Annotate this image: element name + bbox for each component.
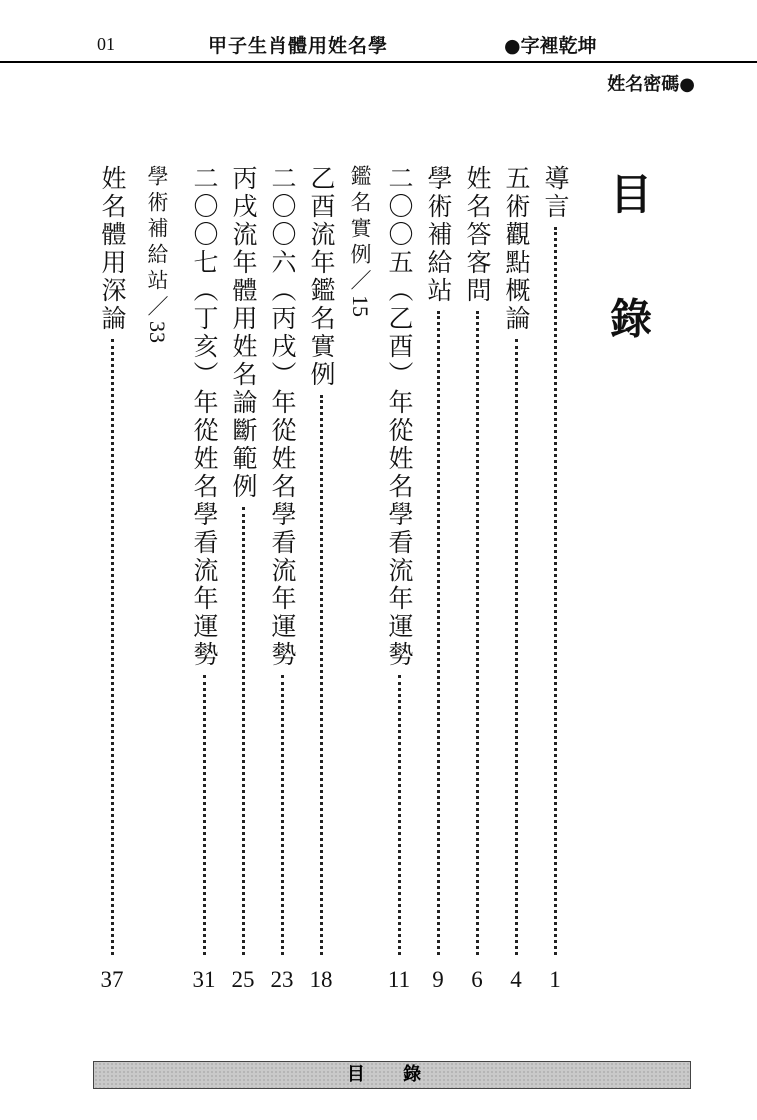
- toc-entry-subtopic-supply[interactable]: [140, 165, 174, 995]
- toc-entry-page: 25: [231, 967, 255, 992]
- toc-entry-title: [140, 165, 174, 343]
- toc-entry-title: 丙戌流年體用姓名論斷範例: [229, 165, 258, 501]
- footer-bar: [93, 1061, 691, 1089]
- toc-dot-leader: [281, 675, 284, 955]
- toc-entry-2006[interactable]: [265, 165, 299, 995]
- toc-entry-title: 學術補給站: [424, 165, 453, 305]
- toc-entry-2007[interactable]: [187, 165, 221, 995]
- toc-entry-deep-theory[interactable]: [95, 165, 129, 995]
- toc-entry-title: 五術觀點概論: [502, 165, 531, 333]
- toc-entry-title: 二〇〇六（丙戌）年從姓名學看流年運勢: [268, 165, 297, 669]
- toc-entry-page: 18: [309, 967, 333, 992]
- toc-entry-page: 1: [549, 967, 561, 992]
- toc-dot-leader: [437, 311, 440, 955]
- toc-dot-leader: [111, 339, 114, 955]
- toc-entry-subtopic-examples[interactable]: [343, 165, 377, 995]
- toc-entry-bingxu[interactable]: [226, 165, 260, 995]
- toc-entry-page: 6: [471, 967, 483, 992]
- toc-entry-title: 二〇〇五（乙酉）年從姓名學看流年運勢: [385, 165, 414, 669]
- toc-entry-page: 4: [510, 967, 522, 992]
- toc-entry-inline-page: 33: [145, 321, 170, 343]
- toc-entry-title: 導言: [541, 165, 570, 221]
- toc-dot-leader: [242, 507, 245, 955]
- toc-entry-title: 二〇〇七（丁亥）年從姓名學看流年運勢: [190, 165, 219, 669]
- toc-dot-leader: [398, 675, 401, 955]
- toc-entry-supply-1[interactable]: [421, 165, 455, 995]
- toc-title: 目 錄: [604, 172, 653, 373]
- toc-dot-leader: [320, 395, 323, 955]
- toc-dot-leader: [203, 675, 206, 955]
- toc-entry-page: 37: [100, 967, 124, 992]
- toc-entry-wushu[interactable]: [499, 165, 533, 995]
- section-marker: ●字裡乾坤: [504, 35, 597, 57]
- toc-entry-page: 31: [192, 967, 216, 992]
- toc-entry-page: 23: [270, 967, 294, 992]
- toc-entry-yiyou[interactable]: [304, 165, 338, 995]
- toc-entry-inline-page: 15: [348, 295, 373, 317]
- book-title: 甲子生肖體用姓名學: [208, 35, 389, 57]
- toc-entry-title-main: 學術補給站／: [145, 165, 169, 321]
- header-rule: [0, 61, 757, 63]
- toc-entry-page: 11: [387, 967, 411, 992]
- toc-dot-leader: [515, 339, 518, 955]
- toc-entry-qa[interactable]: [460, 165, 494, 995]
- footer-label: 目 錄: [346, 1064, 438, 1085]
- toc-entry-title: [343, 165, 377, 317]
- toc-entry-intro[interactable]: [538, 165, 572, 995]
- toc-entry-page: 9: [432, 967, 444, 992]
- page-number: 01: [97, 34, 115, 54]
- toc-entry-title-main: 鑑名實例／: [348, 165, 372, 295]
- sub-section-marker: 姓名密碼●: [607, 74, 695, 95]
- toc-dot-leader: [554, 227, 557, 955]
- toc-entry-2005[interactable]: [382, 165, 416, 995]
- toc-entry-title: 姓名體用深論: [98, 165, 127, 333]
- toc-entry-title: 乙酉流年鑑名實例: [307, 165, 336, 389]
- toc-dot-leader: [476, 311, 479, 955]
- toc-entry-title: 姓名答客問: [463, 165, 492, 305]
